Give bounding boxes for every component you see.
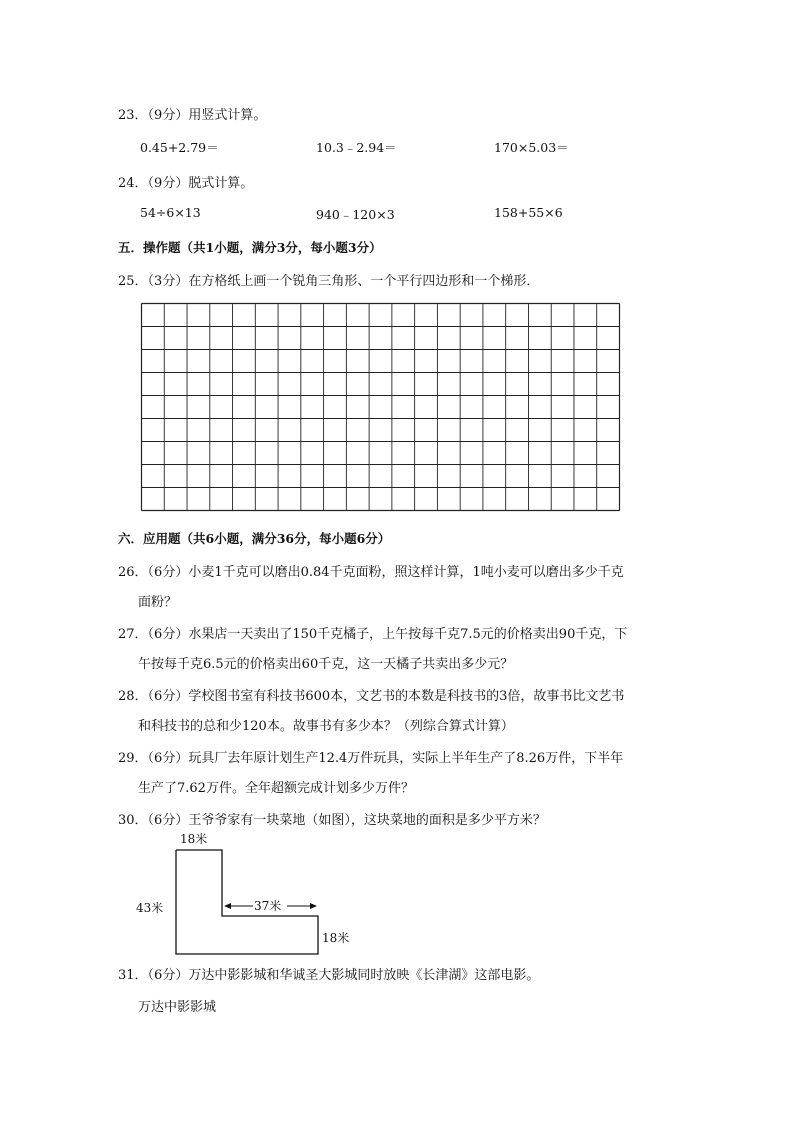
arrow-right-icon — [310, 903, 317, 909]
square-grid — [140, 302, 621, 512]
q27-line-1: 27．（6分）水果店一天卖出了150千克橘子，上午按每千克7.5元的价格卖出90千克，下 — [118, 627, 628, 642]
label-top-width: 18米 — [180, 832, 208, 846]
q25-title: 25．（3分）在方格纸上画一个锐角三角形、一个平行四边形和一个梯形． — [118, 274, 540, 289]
q23-title: 23．（9分）用竖式计算。 — [118, 108, 267, 123]
label-bottom-height: 18米 — [322, 931, 350, 945]
q30-title: 30．（6分）王爷爷家有一块菜地（如图），这块菜地的面积是多少平方米？ — [118, 813, 546, 828]
vegetable-plot-figure — [130, 828, 370, 956]
section-6-heading: 六．应用题（共6小题，满分36分，每小题6分） — [118, 531, 391, 546]
q29-line-1: 29．（6分）玩具厂去年原计划生产12.4万件玩具，实际上半年生产了8.26万件，下半年 — [118, 751, 624, 766]
l-shape-outline — [176, 850, 318, 954]
q24-expr-3: 158+55×6 — [494, 205, 563, 220]
label-inner-length: 37米 — [254, 899, 282, 913]
arrow-left-icon — [224, 903, 231, 909]
q24-title: 24．（9分）脱式计算。 — [118, 176, 254, 191]
q26-line-2: 面粉？ — [138, 595, 178, 610]
q28-line-1: 28．（6分）学校图书室有科技书600本，文艺书的本数是科技书的3倍，故事书比文艺书 — [118, 689, 625, 704]
q23-expr-3: 170×5.03＝ — [494, 140, 569, 155]
q27-line-2: 午按每千克6.5元的价格卖出60千克，这一天橘子共卖出多少元？ — [138, 657, 514, 672]
q23-expr-1: 0.45+2.79＝ — [140, 140, 219, 155]
q31-title: 31．（6分）万达中影影城和华诚圣大影城同时放映《长津湖》这部电影。 — [118, 968, 540, 983]
q26-line-1: 26．（6分）小麦1千克可以磨出0.84千克面粉，照这样计算，1吨小麦可以磨出多少千克 — [118, 565, 624, 580]
q28-line-2: 和科技书的总和少120本。故事书有多少本？（列综合算式计算） — [138, 719, 514, 734]
q24-expr-1: 54÷6×13 — [140, 205, 201, 220]
label-height: 43米 — [136, 901, 164, 915]
q31-sub: 万达中影影城 — [138, 1000, 217, 1015]
section-5-heading: 五．操作题（共1小题，满分3分，每小题3分） — [118, 240, 382, 255]
q24-expr-2: 940﹣120×3 — [316, 207, 395, 222]
q23-expr-2: 10.3﹣2.94＝ — [316, 140, 397, 155]
q29-line-2: 生产了7.62万件。全年超额完成计划多少万件？ — [138, 781, 414, 796]
